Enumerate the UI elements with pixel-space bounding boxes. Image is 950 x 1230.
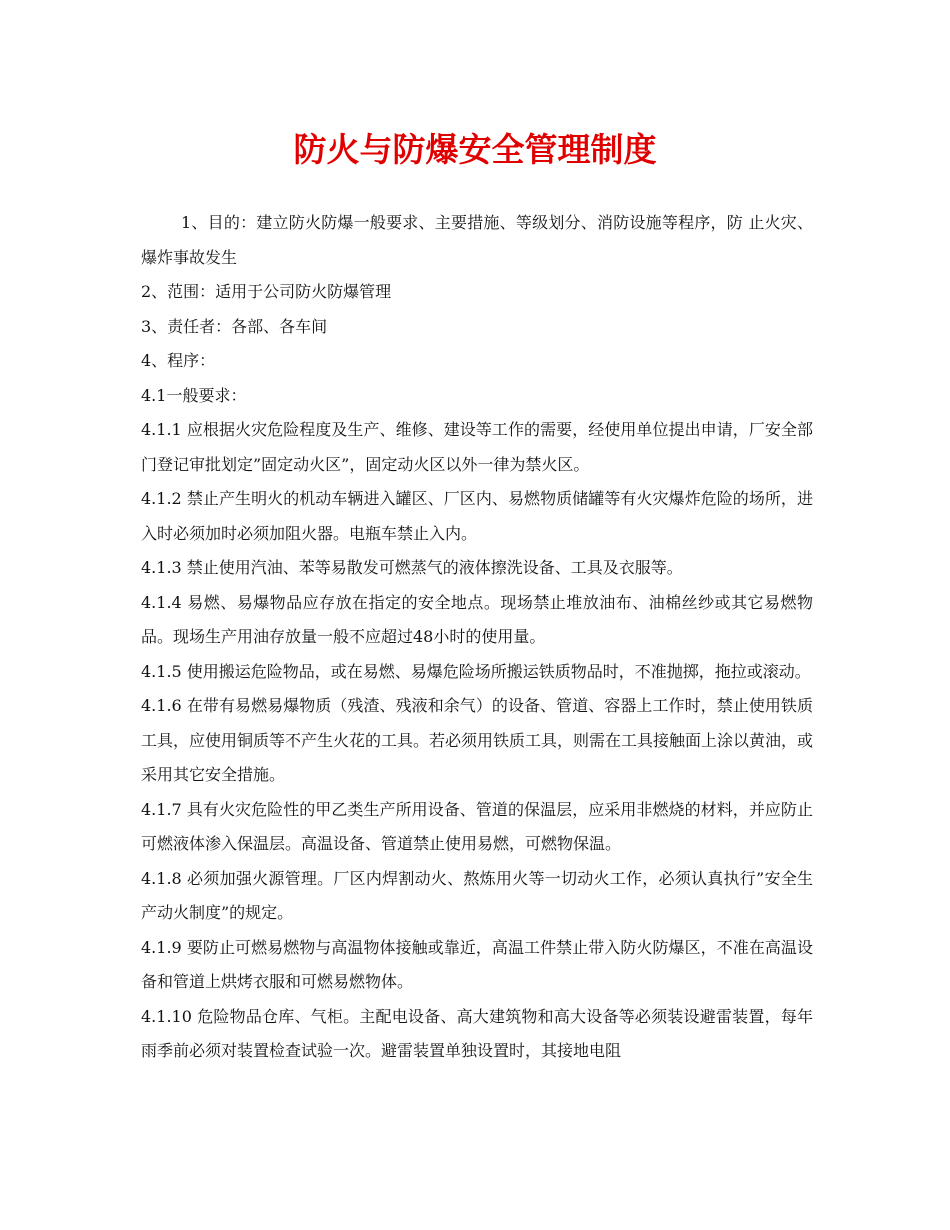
paragraph-4-1-4: 4.1.4 易燃、易爆物品应存放在指定的安全地点。现场禁止堆放油布、油棉丝纱或其它易燃物品。现场生产用油存放量一般不应超过48小时的使用量。: [141, 592, 813, 646]
paragraph-4-1-3: 4.1.3 禁止使用汽油、苯等易散发可燃蒸气的液体擦洗设备、工具及衣服等。: [141, 558, 683, 577]
paragraph-4-1-10: 4.1.10 危险物品仓库、气柜。主配电设备、高大建筑物和高大设备等必须装设避雷装置，每年雨季前必须对装置检查试验一次。避雷装置单独设置时，其接地电阻: [141, 1006, 813, 1060]
document-title: 防火与防爆安全管理制度: [293, 130, 657, 169]
paragraph-responsible: 3、责任者：各部、各车间: [141, 316, 328, 336]
paragraph-4-1-7: 4.1.7 具有火灾危险性的甲乙类生产所用设备、管道的保温层，应采用非燃烧的材料，并应防止可燃液体渗入保温层。高温设备、管道禁止使用易燃，可燃物保温。: [141, 799, 813, 853]
paragraph-procedure: 4、程序：: [141, 351, 216, 370]
paragraph-4-1-5: 4.1.5 使用搬运危险物品，或在易燃、易爆危险场所搬运铁质物品时，不准抛掷，拖拉或滚动。: [141, 661, 811, 681]
paragraph-4-1-9: 4.1.9 要防止可燃易燃物与高温物体接触或靠近，高温工件禁止带入防火防爆区，不准在高温设备和管道上烘烤衣服和可燃易燃物体。: [141, 937, 813, 991]
document-body: [141, 206, 813, 1069]
paragraph-4-1-2: 4.1.2 禁止产生明火的机动车辆进入罐区、厂区内、易燃物质储罐等有火灾爆炸危险的场所，进入时必须加时必须加阻火器。电瓶车禁止入内。: [141, 489, 813, 543]
paragraph-4-1-6: 4.1.6 在带有易燃易爆物质（残渣、残液和余气）的设备、管道、容器上工作时，禁止使用铁质工具，应使用铜质等不产生火花的工具。若必须用铁质工具，则需在工具接触面上涂以黄油，或采用其它安全措施。: [141, 696, 814, 784]
paragraph-scope: 2、范围：适用于公司防火防爆管理: [141, 282, 392, 301]
paragraph-4-1-8: 4.1.8 必须加强火源管理。厂区内焊割动火、熬炼用火等一切动火工作，必须认真执行”安全生产动火制度”的规定。: [141, 868, 813, 922]
paragraph-4-1-1: 4.1.1 应根据火灾危险程度及生产、维修、建设等工作的需要，经使用单位提出申请，厂安全部门登记审批划定”固定动火区”，固定动火区以外一律为禁火区。: [141, 420, 813, 474]
paragraph-general-requirements: 4.1一般要求：: [141, 385, 247, 405]
paragraph-purpose: 1、目的：建立防火防爆一般要求、主要措施、等级划分、消防设施等程序，防 止火灾、爆炸事故发生: [141, 213, 813, 267]
